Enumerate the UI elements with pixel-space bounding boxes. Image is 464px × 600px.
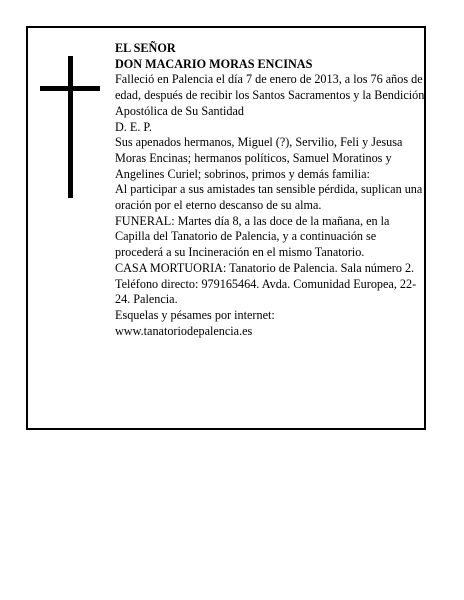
cross-horizontal-bar (40, 86, 100, 91)
cross-vertical-bar (68, 56, 73, 198)
death-paragraph: Falleció en Palencia el día 7 de enero de 2013, a los 76 años de edad, después de recibir los Santos Sacramentos y la Bendición Apostólica de Su Santidad (115, 72, 425, 118)
online-label: Esquelas y pésames por internet: (115, 307, 275, 322)
obituary-notice (26, 26, 426, 430)
family-paragraph: Sus apenados hermanos, Miguel (?), Servilio, Feli y Jesusa Moras Encinas; hermanos políticos, Samuel Moratinos y Angelines Curiel; sobrinos, primos y demás familia: (115, 135, 403, 181)
rip-line: D. E. P. (115, 119, 152, 134)
funeral-paragraph: FUNERAL: Martes día 8, a las doce de la mañana, en la Capilla del Tanatorio de Palencia, y a continuación se procederá a su Incineración en el mismo Tanatorio. (115, 213, 390, 260)
request-paragraph: Al participar a sus amistades tan sensible pérdida, suplican una oración por el eterno descanso de su alma. (115, 182, 423, 213)
mortuary-paragraph: CASA MORTUORIA: Tanatorio de Palencia. Sala número 2. Teléfono directo: 979165464. Avda. Comunidad Europea, 22-24. Palencia. (115, 260, 417, 307)
title: EL SEÑOR (115, 41, 176, 55)
website-link[interactable]: www.tanatoriodepalencia.es (115, 323, 253, 338)
obituary-text (115, 41, 425, 339)
deceased-name: DON MACARIO MORAS ENCINAS (115, 56, 313, 71)
cross-icon (40, 56, 100, 198)
